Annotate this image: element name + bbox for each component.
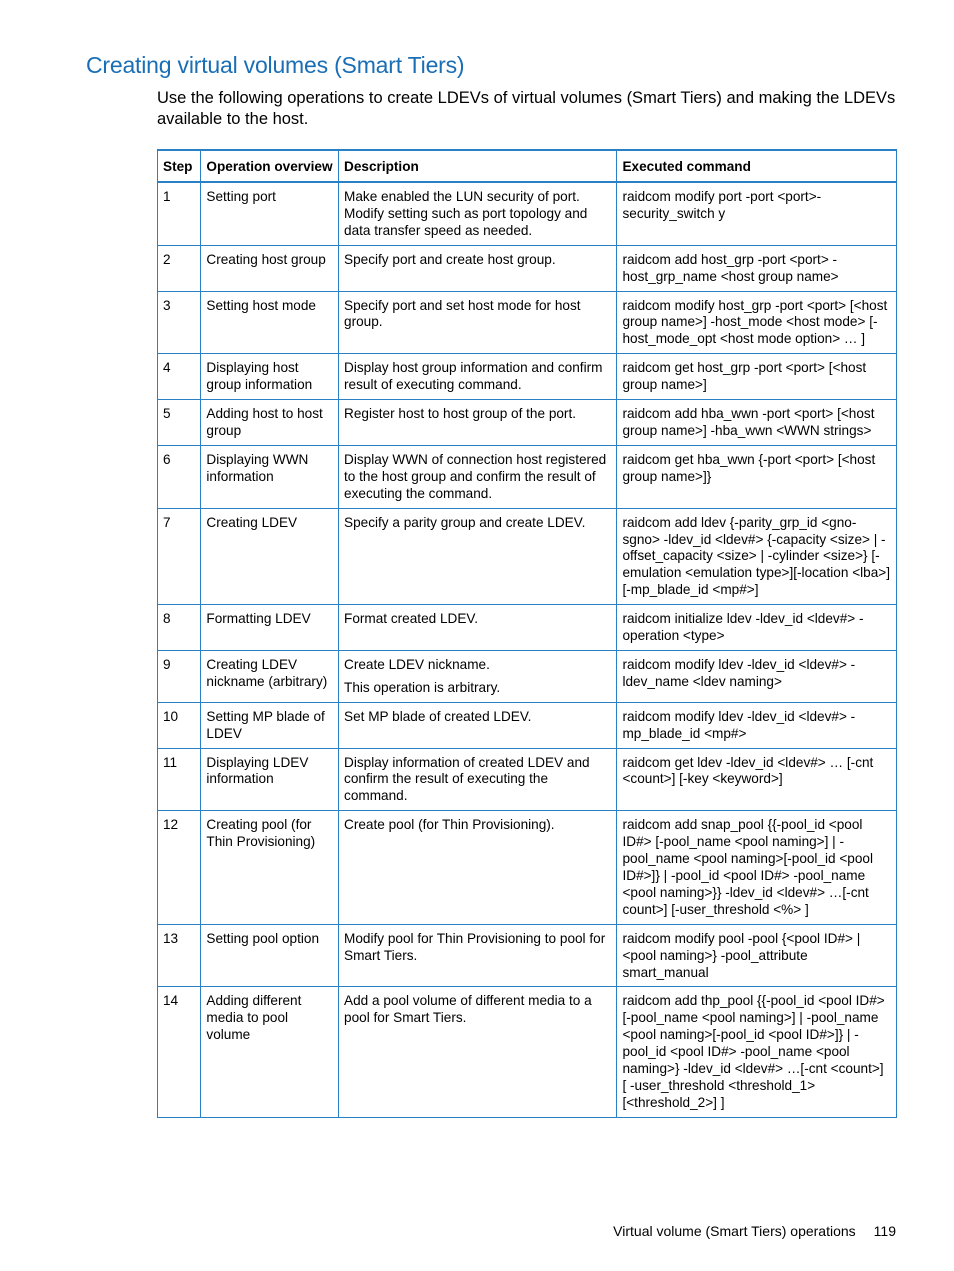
page-title: Creating virtual volumes (Smart Tiers) (86, 52, 465, 78)
description-cell (339, 605, 617, 651)
operation-overview-cell: Setting host mode (201, 291, 339, 354)
page-footer (613, 1223, 896, 1239)
footer-section-title: Virtual volume (Smart Tiers) operations (613, 1223, 856, 1239)
description-cell (339, 702, 617, 748)
description-paragraph: Specify a parity group and create LDEV. (344, 514, 586, 530)
table-body (158, 182, 897, 1117)
table-row (158, 245, 897, 291)
description-paragraph: Format created LDEV. (344, 611, 479, 627)
operation-overview-cell: Setting port (201, 182, 339, 245)
description-paragraph: Create LDEV nickname. (344, 656, 490, 672)
operation-overview-cell: Creating LDEV nickname (arbitrary) (201, 650, 339, 702)
executed-command-cell: raidcom add ldev {-parity_grp_id <gno-sgno> -ldev_id <ldev#> {-capacity <size> | -offset_capacity <size> | -cylinder <size>} [-emulation <emulation type>][-location <lba>] [-mp_blade_id <mp#>] (617, 508, 897, 605)
description-cell (339, 748, 617, 811)
step-cell: 12 (158, 811, 201, 924)
description-cell (339, 445, 617, 508)
executed-command-cell: raidcom add snap_pool {{-pool_id <pool ID#> [-pool_name <pool naming>] | -pool_name <pool naming>[-pool_id <pool ID#>]} | -pool_id <pool ID#> -pool_name <pool naming>}} -ldev_id <ldev#> …[-cnt count>] [-user_threshold <%> ] (617, 811, 897, 924)
operation-overview-cell: Displaying LDEV information (201, 748, 339, 811)
description-cell (339, 400, 617, 446)
description-paragraph: Modify pool for Thin Provisioning to pool for Smart Tiers. (344, 930, 606, 963)
table-row (158, 650, 897, 702)
executed-command-cell: raidcom add thp_pool {{-pool_id <pool ID#> [-pool_name <pool naming>] | -pool_name <pool naming>[-pool_id <pool ID#>]} | -pool_id <pool ID#> -pool_name <pool naming>} -ldev_id <ldev#> …[-cnt <count>] [ -user_threshold <threshold_1> [<threshold_2>] ] (617, 987, 897, 1117)
table-row (158, 291, 897, 354)
executed-command-cell: raidcom modify host_grp -port <port> [<host group name>] -host_mode <host mode> [-host_mode_opt <host mode option> … ] (617, 291, 897, 354)
executed-command-cell: raidcom modify port -port <port>-security_switch y (617, 182, 897, 245)
step-cell: 5 (158, 400, 201, 446)
step-cell: 2 (158, 245, 201, 291)
header-step: Step (158, 150, 201, 182)
description-paragraph: Create pool (for Thin Provisioning). (344, 817, 555, 833)
table-row (158, 987, 897, 1117)
operation-overview-cell: Creating LDEV (201, 508, 339, 605)
executed-command-cell: raidcom modify ldev -ldev_id <ldev#> -mp_blade_id <mp#> (617, 702, 897, 748)
table-header (158, 150, 897, 182)
operations-table (157, 149, 897, 1118)
description-cell (339, 650, 617, 702)
table-row (158, 354, 897, 400)
table-row (158, 811, 897, 924)
step-cell: 8 (158, 605, 201, 651)
operation-overview-cell: Adding host to host group (201, 400, 339, 446)
description-paragraph: Specify port and create host group. (344, 251, 556, 267)
executed-command-cell: raidcom add host_grp -port <port> -host_grp_name <host group name> (617, 245, 897, 291)
description-paragraph: Add a pool volume of different media to a pool for Smart Tiers. (344, 993, 592, 1026)
description-paragraph: This operation is arbitrary. (344, 679, 501, 695)
step-cell: 11 (158, 748, 201, 811)
step-cell: 13 (158, 924, 201, 987)
description-cell (339, 924, 617, 987)
description-cell (339, 508, 617, 605)
executed-command-cell: raidcom get hba_wwn {-port <port> [<host group name>]} (617, 445, 897, 508)
operation-overview-cell: Creating host group (201, 245, 339, 291)
description-paragraph: Display WWN of connection host registered to the host group and confirm the result of executing the command. (344, 451, 607, 501)
description-paragraph: Display host group information and confirm result of executing command. (344, 360, 603, 393)
step-cell: 14 (158, 987, 201, 1117)
intro-paragraph: Use the following operations to create LDEVs of virtual volumes (Smart Tiers) and making the LDEVs available to the host. (157, 89, 896, 128)
executed-command-cell: raidcom get host_grp -port <port> [<host group name>] (617, 354, 897, 400)
table-row (158, 605, 897, 651)
description-cell (339, 245, 617, 291)
executed-command-cell: raidcom get ldev -ldev_id <ldev#> … [-cnt <count>] [-key <keyword>] (617, 748, 897, 811)
operation-overview-cell: Displaying WWN information (201, 445, 339, 508)
description-cell (339, 987, 617, 1117)
header-operation-overview: Operation overview (201, 150, 339, 182)
step-cell: 6 (158, 445, 201, 508)
description-cell (339, 811, 617, 924)
description-cell (339, 354, 617, 400)
step-cell: 9 (158, 650, 201, 702)
step-cell: 7 (158, 508, 201, 605)
executed-command-cell: raidcom modify ldev -ldev_id <ldev#> -ldev_name <ldev naming> (617, 650, 897, 702)
step-cell: 3 (158, 291, 201, 354)
executed-command-cell: raidcom add hba_wwn -port <port> [<host group name>] -hba_wwn <WWN strings> (617, 400, 897, 446)
operation-overview-cell: Adding different media to pool volume (201, 987, 339, 1117)
operation-overview-cell: Setting MP blade of LDEV (201, 702, 339, 748)
description-paragraph: Display information of created LDEV and confirm the result of executing the command. (344, 754, 590, 804)
header-executed-command: Executed command (617, 150, 897, 182)
operation-overview-cell: Displaying host group information (201, 354, 339, 400)
executed-command-cell: raidcom modify pool -pool {<pool ID#> | <pool naming>} -pool_attribute smart_manual (617, 924, 897, 987)
description-cell (339, 291, 617, 354)
table-row (158, 924, 897, 987)
table-row (158, 748, 897, 811)
executed-command-cell: raidcom initialize ldev -ldev_id <ldev#> -operation <type> (617, 605, 897, 651)
operation-overview-cell: Formatting LDEV (201, 605, 339, 651)
header-description: Description (339, 150, 617, 182)
table-row (158, 182, 897, 245)
description-paragraph: Make enabled the LUN security of port. Modify setting such as port topology and data transfer speed as needed. (344, 189, 588, 238)
description-paragraph: Set MP blade of created LDEV. (344, 708, 532, 724)
operation-overview-cell: Creating pool (for Thin Provisioning) (201, 811, 339, 924)
description-paragraph: Specify port and set host mode for host group. (344, 297, 581, 330)
description-paragraph: Register host to host group of the port. (344, 406, 577, 422)
table-row (158, 445, 897, 508)
operation-overview-cell: Setting pool option (201, 924, 339, 987)
table-row (158, 400, 897, 446)
table-row (158, 702, 897, 748)
header-row (158, 150, 897, 182)
description-cell (339, 182, 617, 245)
page-number: 119 (873, 1223, 896, 1239)
step-cell: 10 (158, 702, 201, 748)
step-cell: 1 (158, 182, 201, 245)
step-cell: 4 (158, 354, 201, 400)
table-row (158, 508, 897, 605)
